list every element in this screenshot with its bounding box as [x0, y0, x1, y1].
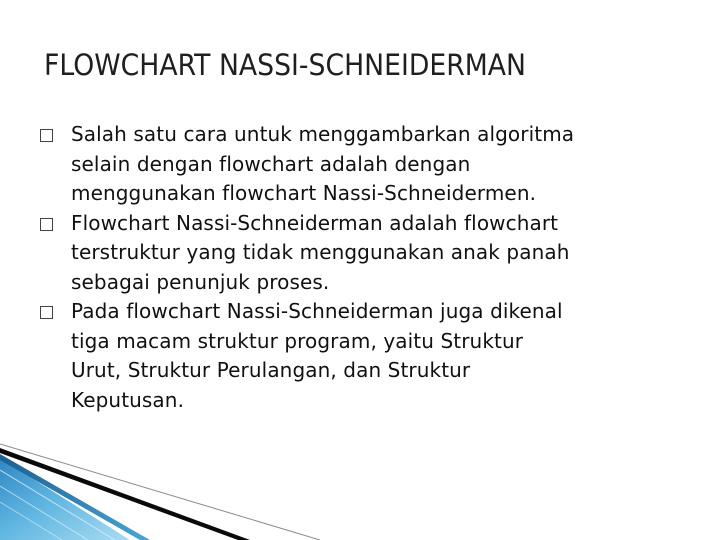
bullet-line: terstruktur yang tidak menggunakan anak panah [71, 240, 570, 264]
bullet-text [71, 297, 680, 415]
bullet-item-3 [40, 297, 680, 415]
bullet-item-1 [40, 120, 680, 209]
bullet-line: Pada flowchart Nassi-Schneiderman juga dikenal [71, 299, 563, 323]
bullet-line: Urut, Struktur Perulangan, dan Struktur [71, 358, 471, 382]
decorative-corner-graphic [0, 440, 320, 540]
bullet-item-2 [40, 209, 680, 298]
bullet-line: tiga macam struktur program, yaitu Struktur [71, 328, 524, 353]
bullet-line: menggunakan flowchart Nassi-Schneidermen. [71, 181, 537, 205]
bullet-text [71, 120, 680, 209]
bullet-line: Keputusan. [71, 387, 185, 412]
bullet-line: selain dengan flowchart adalah dengan [71, 151, 471, 176]
square-bullet-icon [40, 129, 53, 142]
square-bullet-icon [40, 306, 53, 319]
square-bullet-icon [40, 218, 53, 231]
bullet-line: Salah satu cara untuk menggambarkan algoritma [71, 122, 575, 146]
bullet-line: sebagai penunjuk proses. [71, 269, 330, 294]
bullet-text [71, 209, 680, 298]
bullet-line: Flowchart Nassi-Schneiderman adalah flowchart [71, 210, 559, 235]
bullet-list [40, 120, 680, 415]
slide-title: FLOWCHART NASSI-SCHNEIDERMAN [44, 48, 527, 82]
